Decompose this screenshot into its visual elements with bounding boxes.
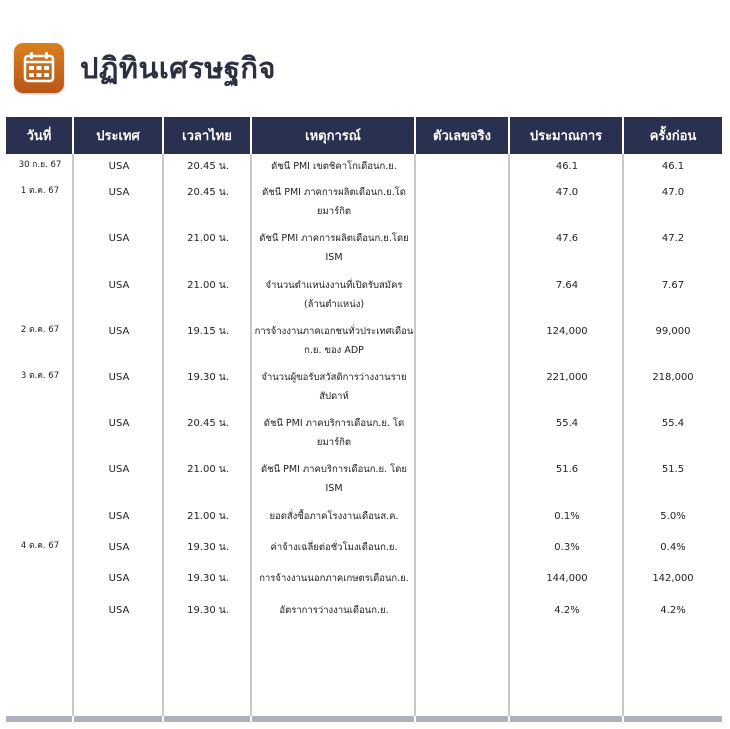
time-cell: 21.00 น.: [187, 511, 229, 522]
page-header: [14, 42, 276, 94]
table-row: [6, 183, 722, 221]
forecast-cell: 221,000: [546, 372, 588, 383]
actual-cell: [416, 157, 510, 176]
date-cell: [6, 507, 74, 526]
country-cell: USA: [108, 326, 130, 337]
forecast-cell: 0.1%: [554, 511, 580, 522]
actual-cell: [416, 276, 510, 314]
forecast-cell: 46.1: [555, 161, 579, 172]
date-cell: [6, 229, 74, 267]
previous-cell: 51.5: [661, 464, 685, 475]
time-cell: 19.30 น.: [187, 372, 229, 383]
date-cell: [6, 460, 74, 498]
column-header-country: ประเทศ: [74, 117, 164, 154]
event-cell: ดัชนี PMI ภาคบริการเดือนก.ย. โดยมาร์กิต: [263, 418, 405, 448]
table-row: [6, 538, 722, 557]
country-cell: USA: [108, 418, 130, 429]
column-header-event: เหตุการณ์: [252, 117, 416, 154]
table-row: [6, 157, 722, 176]
event-cell: ยอดสั่งซื้อภาคโรงงานเดือนส.ค.: [269, 511, 399, 522]
time-cell: 20.45 น.: [187, 418, 229, 429]
actual-cell: [416, 507, 510, 526]
previous-cell: 5.0%: [660, 511, 686, 522]
date-cell: 2 ต.ค. 67: [20, 325, 60, 335]
country-cell: USA: [108, 161, 130, 172]
previous-cell: 55.4: [661, 418, 685, 429]
forecast-cell: 124,000: [546, 326, 588, 337]
time-cell: 19.30 น.: [187, 542, 229, 553]
table-row: [6, 322, 722, 360]
table-row: [6, 229, 722, 267]
actual-cell: [416, 229, 510, 267]
date-cell: 4 ต.ค. 67: [20, 541, 60, 551]
table-row: [6, 601, 722, 620]
event-cell: การจ้างงานนอกภาคเกษตรเดือนก.ย.: [259, 573, 409, 584]
date-cell: [6, 601, 74, 620]
time-cell: 20.45 น.: [187, 187, 229, 198]
event-cell: อัตราการว่างงานเดือนก.ย.: [279, 605, 389, 616]
table-row: [6, 569, 722, 588]
table-footer-bar: [6, 716, 722, 722]
country-cell: USA: [108, 573, 130, 584]
forecast-cell: 55.4: [555, 418, 579, 429]
date-cell: [6, 414, 74, 452]
country-cell: USA: [108, 605, 130, 616]
table-row: [6, 460, 722, 498]
actual-cell: [416, 538, 510, 557]
country-cell: USA: [108, 187, 130, 198]
forecast-cell: 4.2%: [554, 605, 580, 616]
event-cell: จำนวนตำแหน่งงานที่เปิดรับสมัคร (ล้านตำแหน่ง): [265, 280, 403, 310]
previous-cell: 142,000: [652, 573, 694, 584]
previous-cell: 99,000: [655, 326, 691, 337]
actual-cell: [416, 368, 510, 406]
page-title: ปฏิทินเศรษฐกิจ: [80, 51, 276, 85]
event-cell: ดัชนี PMI เขตชิคาโกเดือนก.ย.: [271, 161, 397, 172]
country-cell: USA: [108, 511, 130, 522]
table-header-row: [6, 117, 722, 154]
event-cell: การจ้างงานภาคเอกชนทั่วประเทศเดือนก.ย. ของ ADP: [254, 326, 414, 356]
time-cell: 21.00 น.: [187, 233, 229, 244]
actual-cell: [416, 569, 510, 588]
forecast-cell: 7.64: [555, 280, 579, 291]
time-cell: 19.30 น.: [187, 573, 229, 584]
forecast-cell: 47.0: [555, 187, 579, 198]
time-cell: 19.30 น.: [187, 605, 229, 616]
table-row: [6, 276, 722, 314]
calendar-icon: [14, 43, 64, 93]
event-cell: ดัชนี PMI ภาคบริการเดือนก.ย. โดย ISM: [261, 464, 407, 494]
date-cell: 1 ต.ค. 67: [20, 186, 60, 196]
country-cell: USA: [108, 372, 130, 383]
date-cell: 30 ก.ย. 67: [18, 160, 62, 170]
country-cell: USA: [108, 280, 130, 291]
table-row: [6, 414, 722, 452]
column-header-thai-time: เวลาไทย: [164, 117, 252, 154]
column-header-forecast: ประมาณการ: [510, 117, 624, 154]
actual-cell: [416, 322, 510, 360]
time-cell: 20.45 น.: [187, 161, 229, 172]
time-cell: 21.00 น.: [187, 464, 229, 475]
previous-cell: 7.67: [661, 280, 685, 291]
table-row: [6, 507, 722, 526]
event-cell: ค่าจ้างเฉลี่ยต่อชั่วโมงเดือนก.ย.: [270, 542, 398, 553]
previous-cell: 47.0: [661, 187, 685, 198]
column-header-actual: ตัวเลขจริง: [416, 117, 510, 154]
column-header-previous: ครั้งก่อน: [624, 117, 722, 154]
event-cell: ดัชนี PMI ภาคการผลิตเดือนก.ย.โดยมาร์กิต: [262, 187, 406, 217]
actual-cell: [416, 183, 510, 221]
country-cell: USA: [108, 464, 130, 475]
forecast-cell: 0.3%: [554, 542, 580, 553]
economic-calendar-table: [6, 117, 722, 716]
forecast-cell: 144,000: [546, 573, 588, 584]
event-cell: จำนวนผู้ขอรับสวัสดิการว่างงานรายสัปดาห์: [261, 372, 407, 402]
column-header-date: วันที่: [6, 117, 74, 154]
table-row: [6, 368, 722, 406]
previous-cell: 218,000: [652, 372, 694, 383]
previous-cell: 46.1: [661, 161, 685, 172]
actual-cell: [416, 601, 510, 620]
forecast-cell: 51.6: [555, 464, 579, 475]
date-cell: 3 ต.ค. 67: [20, 371, 60, 381]
time-cell: 19.15 น.: [187, 326, 229, 337]
previous-cell: 4.2%: [660, 605, 686, 616]
forecast-cell: 47.6: [555, 233, 579, 244]
previous-cell: 0.4%: [660, 542, 686, 553]
time-cell: 21.00 น.: [187, 280, 229, 291]
country-cell: USA: [108, 542, 130, 553]
date-cell: [6, 569, 74, 588]
country-cell: USA: [108, 233, 130, 244]
previous-cell: 47.2: [661, 233, 685, 244]
actual-cell: [416, 414, 510, 452]
date-cell: [6, 276, 74, 314]
event-cell: ดัชนี PMI ภาคการผลิตเดือนก.ย.โดย ISM: [259, 233, 409, 263]
table-body: [6, 154, 722, 716]
actual-cell: [416, 460, 510, 498]
